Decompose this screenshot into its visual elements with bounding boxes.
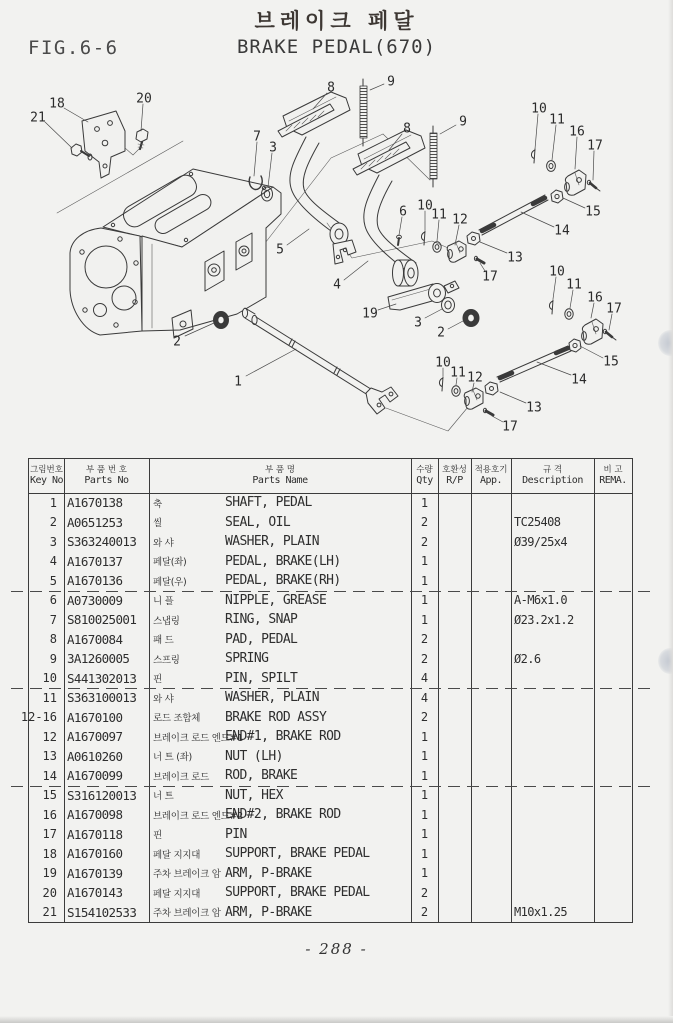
- callout-label: 2: [173, 334, 181, 350]
- parts-name-korean: 너 트 (좌): [153, 752, 192, 764]
- table-row: [29, 610, 632, 630]
- callout-label: 1: [234, 374, 242, 390]
- parts-name-cell: [149, 905, 411, 920]
- parts-name-cell: [149, 807, 411, 822]
- bolt-20: [136, 129, 148, 142]
- parts-name-english: NIPPLE, GREASE: [225, 592, 327, 608]
- col-header-remarks-ko: 비 고: [603, 464, 623, 475]
- callout-label: 2: [437, 325, 445, 341]
- col-header-key-no: [29, 459, 64, 493]
- key-no-cell: 4: [49, 554, 57, 569]
- key-no-cell: 10: [42, 671, 57, 686]
- key-no-cell: 5: [49, 573, 57, 588]
- table-row: [29, 727, 632, 747]
- part-no-cell: A0610260: [67, 748, 123, 764]
- callout-leader-line: [521, 212, 554, 227]
- callout-label: 11: [450, 365, 466, 381]
- parts-name-korean: 브레이크 로드 엔드#2: [153, 810, 243, 822]
- table-row: [29, 825, 632, 845]
- key-no-cell: 1: [49, 495, 57, 510]
- part-no-cell: A1670097: [67, 729, 123, 745]
- qty-cell: 4: [420, 690, 429, 705]
- part-no-cell: A0651253: [67, 514, 123, 530]
- table-row: [29, 630, 632, 650]
- page-title-korean: 브레이크 페달: [254, 9, 419, 33]
- parts-name-cell: [149, 534, 411, 549]
- callout-label: 8: [403, 121, 411, 137]
- part-no-cell: A1670139: [67, 865, 123, 881]
- callout-label: 4: [333, 277, 341, 293]
- parts-name-english: SPRING: [225, 651, 269, 667]
- table-row: [29, 903, 632, 923]
- description-cell: Ø39/25x4: [514, 534, 567, 549]
- parts-name-cell: [149, 749, 411, 764]
- col-header-rp-en: R/P: [446, 475, 463, 487]
- parts-name-cell: [149, 515, 411, 530]
- parts-name-english: PEDAL, BRAKE(LH): [225, 553, 341, 569]
- parts-name-cell: [149, 788, 411, 803]
- bolt-21: [71, 144, 82, 156]
- callout-leader-line: [500, 392, 526, 403]
- parts-name-korean: 주차 브레이크 암: [153, 908, 221, 920]
- callout-label: 16: [587, 290, 603, 306]
- part-no-cell: S316120013: [67, 787, 137, 803]
- page-number: - 288 -: [305, 940, 368, 958]
- parts-name-korean: 씰: [153, 518, 162, 530]
- qty-cell: 1: [420, 866, 429, 881]
- col-header-parts-name-ko: 부 품 명: [264, 464, 296, 475]
- parts-name-korean: 패 드: [153, 635, 174, 647]
- callout-label: 10: [549, 264, 565, 280]
- brake-rod-assembly-upper: [421, 149, 600, 263]
- qty-cell: 1: [420, 827, 429, 842]
- callout-label: 12: [452, 212, 468, 228]
- callout-label: 9: [459, 114, 467, 130]
- table-row: [29, 747, 632, 767]
- parts-name-cell: [149, 866, 411, 881]
- table-header: [29, 459, 632, 494]
- transmission-case: [70, 169, 281, 338]
- parts-name-cell: [149, 651, 411, 666]
- key-no-cell: 3: [49, 534, 57, 549]
- parts-name-cell: [149, 846, 411, 861]
- parts-name-korean: 페달(우): [153, 576, 187, 588]
- callout-leader-line: [593, 151, 594, 180]
- parts-name-cell: [149, 495, 411, 510]
- parts-name-korean: 브레이크 로드 엔드#1: [153, 732, 243, 744]
- qty-cell: 2: [420, 632, 429, 647]
- parts-name-korean: 핀: [153, 830, 162, 842]
- col-header-qty: [411, 459, 438, 493]
- key-no-cell: 6: [49, 593, 57, 608]
- col-header-description-ko: 규 격: [542, 464, 563, 475]
- parts-table: [20, 458, 633, 923]
- callout-label: 13: [526, 400, 542, 416]
- table-row: [29, 649, 632, 669]
- qty-cell: 1: [420, 573, 429, 588]
- exploded-parts-diagram: [0, 70, 673, 445]
- col-header-qty-ko: 수량: [416, 464, 433, 475]
- qty-cell: 2: [420, 885, 429, 900]
- key-no-cell: 8: [49, 632, 57, 647]
- callout-leader-line: [480, 242, 507, 253]
- parts-name-cell: [149, 885, 411, 900]
- parts-name-english: END#1, BRAKE ROD: [225, 729, 341, 745]
- parts-name-english: ARM, P-BRAKE: [225, 904, 312, 920]
- parts-name-english: WASHER, PLAIN: [225, 690, 319, 706]
- part-no-cell: A1670100: [67, 709, 123, 725]
- table-row: [29, 513, 632, 533]
- col-header-parts-no: [64, 459, 149, 493]
- callout-leader-line: [64, 108, 88, 122]
- page-title-english: BRAKE PEDAL(670): [236, 36, 437, 58]
- col-header-remarks-en: REMA.: [599, 475, 627, 487]
- qty-cell: 1: [420, 768, 429, 783]
- callout-leader-line: [537, 362, 571, 375]
- callout-label: 17: [587, 138, 603, 154]
- parts-name-english: SHAFT, PEDAL: [225, 495, 312, 511]
- parts-name-english: ARM, P-BRAKE: [225, 865, 312, 881]
- parts-name-cell: [149, 729, 411, 744]
- qty-cell: 1: [420, 612, 429, 627]
- callout-label: 15: [585, 204, 601, 220]
- table-row: [29, 591, 632, 611]
- callout-label: 13: [507, 250, 523, 266]
- key-no-cell: 21: [42, 905, 57, 920]
- parts-name-english: RING, SNAP: [225, 612, 298, 628]
- col-header-description: [511, 459, 594, 493]
- table-row: [29, 786, 632, 806]
- qty-cell: 2: [420, 515, 429, 530]
- table-row: [20, 708, 632, 728]
- brake-pedal-rh: [353, 130, 425, 286]
- parts-name-cell: [149, 690, 411, 705]
- part-no-cell: A1670160: [67, 846, 123, 862]
- part-no-cell: A1670136: [67, 573, 123, 589]
- callout-leader-line: [580, 346, 603, 358]
- table-row: [29, 669, 632, 689]
- parts-name-english: SUPPORT, BRAKE PEDAL: [225, 885, 370, 901]
- callout-label: 8: [327, 80, 335, 96]
- parts-name-korean: 로드 조합체: [153, 713, 201, 725]
- qty-cell: 1: [420, 788, 429, 803]
- part-no-cell: S363240013: [67, 534, 137, 550]
- description-cell: M10x1.25: [514, 905, 567, 920]
- table-row: [29, 883, 632, 903]
- table-row: [29, 688, 632, 708]
- key-no-cell: 12-16: [20, 710, 57, 725]
- key-no-cell: 14: [42, 768, 57, 783]
- key-no-cell: 15: [42, 788, 57, 803]
- parts-name-korean: 페달 지지대: [153, 849, 201, 861]
- parts-name-korean: 브레이크 로드: [153, 771, 209, 783]
- description-cell: Ø23.2x1.2: [514, 612, 574, 627]
- page-edge-right: [668, 0, 673, 1023]
- nut-13: [485, 382, 498, 395]
- key-no-cell: 7: [49, 612, 57, 627]
- parts-name-cell: [149, 573, 411, 588]
- col-header-parts-name: [149, 459, 411, 493]
- callout-label: 6: [399, 204, 407, 220]
- col-header-app: [471, 459, 511, 493]
- key-no-cell: 2: [49, 515, 57, 530]
- parts-name-korean: 니 플: [153, 596, 174, 608]
- col-header-app-en: App.: [479, 475, 503, 487]
- qty-cell: 1: [420, 729, 429, 744]
- nut-15: [569, 339, 581, 352]
- part-no-cell: S810025001: [67, 612, 137, 628]
- parts-name-english: SUPPORT, BRAKE PEDAL: [225, 846, 370, 862]
- part-no-cell: A1670099: [67, 768, 123, 784]
- callout-leader-line: [268, 153, 272, 187]
- col-header-qty-en: Qty: [416, 475, 433, 487]
- parts-name-korean: 축: [153, 498, 162, 510]
- callout-label: 11: [431, 207, 447, 223]
- support-bracket-assembly: [71, 111, 148, 178]
- callout-leader-line: [535, 114, 538, 149]
- parts-name-english: SEAL, OIL: [225, 514, 291, 530]
- part-no-cell: A0730009: [67, 592, 123, 608]
- group-separator-dashed: [11, 688, 651, 689]
- page-edge-bottom: [0, 1016, 673, 1023]
- callout-leader-line: [246, 349, 296, 376]
- parts-name-english: NUT, HEX: [225, 787, 283, 803]
- part-no-cell: A1670098: [67, 807, 123, 823]
- parts-name-cell: [149, 554, 411, 569]
- callout-label: 3: [269, 140, 277, 156]
- parts-name-korean: 스냅링: [153, 615, 180, 627]
- callout-label: 17: [482, 269, 498, 285]
- table-row: [29, 493, 632, 513]
- parts-name-cell: [149, 827, 411, 842]
- key-no-cell: 12: [42, 729, 57, 744]
- table-row: [29, 766, 632, 786]
- col-header-key-no-ko: 그림번호: [30, 464, 63, 475]
- callout-label: 9: [387, 74, 395, 90]
- callout-leader-line: [141, 104, 143, 131]
- callout-label: 15: [603, 354, 619, 370]
- parts-name-english: NUT (LH): [225, 748, 283, 764]
- table-rows: [20, 493, 632, 922]
- key-no-cell: 9: [49, 651, 57, 666]
- callout-leader-line: [440, 125, 456, 134]
- callout-leader-line: [45, 122, 72, 148]
- col-header-rp: [438, 459, 471, 493]
- callout-leader-line: [370, 84, 384, 90]
- group-separator-dashed: [11, 786, 651, 787]
- callout-label: 3: [414, 315, 422, 331]
- parts-name-english: PAD, PEDAL: [225, 631, 298, 647]
- qty-cell: 1: [420, 495, 429, 510]
- key-no-cell: 17: [42, 827, 57, 842]
- callout-label: 7: [253, 129, 261, 145]
- callout-leader-line: [399, 217, 402, 235]
- callout-leader-line: [425, 309, 442, 318]
- callout-label: 18: [49, 96, 65, 112]
- parts-name-korean: 페달 지지대: [153, 888, 201, 900]
- nut-13: [467, 232, 480, 245]
- callout-leader-line: [563, 198, 585, 208]
- part-no-cell: A1670138: [67, 495, 123, 511]
- part-no-cell: S363100013: [67, 690, 137, 706]
- part-no-cell: A1670143: [67, 885, 123, 901]
- part-no-cell: A1670118: [67, 826, 123, 842]
- parts-name-cell: [149, 632, 411, 647]
- parts-name-cell: [149, 671, 411, 686]
- callout-label: 10: [417, 198, 433, 214]
- col-header-rp-ko: 호환성: [442, 464, 467, 475]
- parts-name-korean: 와 샤: [153, 537, 174, 549]
- parts-name-english: ROD, BRAKE: [225, 768, 298, 784]
- qty-cell: 1: [420, 846, 429, 861]
- callout-leader-line: [287, 229, 309, 245]
- pedal-shaft: [242, 308, 398, 414]
- callout-leader-line: [437, 220, 439, 241]
- parts-name-english: PIN: [225, 826, 247, 842]
- qty-cell: 1: [420, 749, 429, 764]
- key-no-cell: 19: [42, 866, 57, 881]
- key-no-cell: 18: [42, 846, 57, 861]
- table-row: [29, 532, 632, 552]
- description-cell: TC25408: [514, 515, 561, 530]
- callout-label: 14: [554, 223, 570, 239]
- table-row: [29, 552, 632, 572]
- key-no-cell: 13: [42, 749, 57, 764]
- shaft-fork-end: [366, 387, 398, 414]
- col-header-description-en: Description: [522, 475, 583, 487]
- qty-cell: 1: [420, 593, 429, 608]
- callout-label: 11: [566, 277, 582, 293]
- col-header-app-ko: 적용호기: [474, 464, 508, 475]
- callout-label: 12: [467, 370, 483, 386]
- group-separator-dashed: [11, 591, 651, 592]
- brake-pedal-lh: [278, 92, 356, 264]
- parts-name-korean: 너 트: [153, 791, 174, 803]
- description-cell: Ø2.6: [514, 651, 541, 666]
- callout-label: 14: [571, 372, 587, 388]
- qty-cell: 1: [420, 807, 429, 822]
- qty-cell: 4: [420, 671, 429, 686]
- parts-name-english: WASHER, PLAIN: [225, 534, 319, 550]
- callout-label: 11: [549, 112, 565, 128]
- key-no-cell: 16: [42, 807, 57, 822]
- parts-name-cell: [149, 710, 411, 725]
- callout-leader-line: [254, 142, 257, 176]
- nut-15: [551, 190, 563, 203]
- key-no-cell: 11: [42, 690, 57, 705]
- parts-name-english: END#2, BRAKE ROD: [225, 807, 341, 823]
- qty-cell: 2: [420, 534, 429, 549]
- callout-label: 19: [362, 306, 378, 322]
- figure-label: FIG.6-6: [28, 37, 119, 59]
- qty-cell: 2: [420, 905, 429, 920]
- callout-label: 16: [569, 124, 585, 140]
- part-no-cell: A1670084: [67, 631, 123, 647]
- callout-leader-line: [575, 137, 577, 169]
- callout-label: 17: [606, 301, 622, 317]
- part-no-cell: 3A1260005: [67, 651, 130, 667]
- qty-cell: 2: [420, 710, 429, 725]
- callout-leader-line: [570, 290, 573, 308]
- col-header-remarks: [594, 459, 632, 493]
- col-header-parts-no-ko: 부 품 번 호: [86, 464, 127, 475]
- callout-leader-line: [448, 321, 463, 329]
- qty-cell: 1: [420, 554, 429, 569]
- callout-label: 20: [136, 91, 152, 107]
- callout-label: 5: [276, 242, 284, 258]
- part-no-cell: S154102533: [67, 904, 137, 920]
- key-no-cell: 20: [42, 885, 57, 900]
- col-header-parts-name-en: Parts Name: [252, 475, 308, 487]
- qty-cell: 2: [420, 651, 429, 666]
- parts-name-english: BRAKE ROD ASSY: [225, 709, 327, 725]
- table-row: [29, 805, 632, 825]
- callout-label: 10: [531, 101, 547, 117]
- parts-name-korean: 핀: [153, 674, 162, 686]
- col-header-parts-no-en: Parts No: [84, 475, 129, 487]
- table-row: [29, 571, 632, 591]
- col-header-key-no-en: Key No: [29, 475, 64, 487]
- parts-name-korean: 스프링: [153, 654, 180, 666]
- callout-label: 21: [30, 110, 46, 126]
- parts-name-korean: 주차 브레이크 암: [153, 869, 221, 881]
- part-no-cell: S441302013: [67, 670, 137, 686]
- description-cell: A-M6x1.0: [514, 593, 567, 608]
- callout-leader-line: [553, 277, 556, 299]
- table-row: [29, 864, 632, 884]
- table-row: [29, 844, 632, 864]
- parts-name-english: PEDAL, BRAKE(RH): [225, 573, 341, 589]
- callout-label: 17: [502, 419, 518, 435]
- parts-name-english: PIN, SPILT: [225, 670, 298, 686]
- callout-leader-line: [344, 261, 368, 280]
- parts-name-korean: 페달(좌): [153, 557, 187, 569]
- parts-name-cell: [149, 768, 411, 783]
- part-no-cell: A1670137: [67, 553, 123, 569]
- callout-label: 10: [435, 355, 451, 371]
- parts-name-cell: [149, 612, 411, 627]
- parts-name-cell: [149, 593, 411, 608]
- parts-name-korean: 와 샤: [153, 693, 174, 705]
- callout-leader-line: [552, 125, 556, 160]
